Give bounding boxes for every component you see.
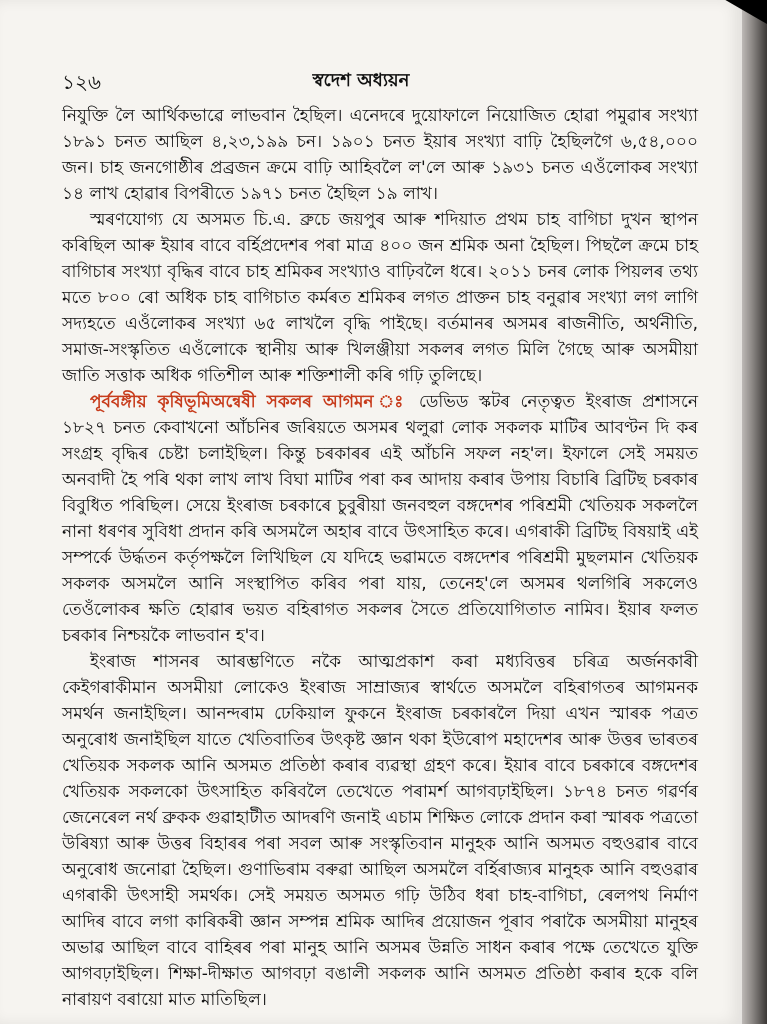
paragraph-1: নিযুক্তি লৈ আৰ্থিকভাৱে লাভবান হৈছিল। এনেদৰে দুয়োফালে নিয়োজিত হোৱা পমুৱাৰ সংখ্যা ১৮৯১ চনত আছিল ৪,২৩,১৯৯ চন। ১৯০১ চনত ইয়াৰ সংখ্যা বাঢ়ি হৈছিলগৈ ৬,৫৪,০০০ জন। চাহ জনগোষ্ঠীৰ প্ৰব্ৰজন ক্ৰমে বাঢ়ি আহিবলৈ ল'লে আৰু ১৯৩১ চনত এওঁলোকৰ সংখ্যা ১৪ লাখ হোৱাৰ বিপৰীতে ১৯৭১ চনত হৈছিল ১৯ লাখ। [62, 106, 698, 204]
paragraph-2: স্মৰণযোগ্য যে অসমত চি.এ. ব্ৰুচে জয়পুৰ আৰু শদিয়াত প্ৰথম চাহ বাগিচা দুখন স্থাপন কৰিছিল আৰু ইয়াৰ বাবে বৰ্হিপ্ৰদেশৰ পৰা মাত্ৰ ৪০০ জন শ্ৰমিক অনা হৈছিল। পিছলৈ ক্ৰমে চাহ বাগিচাৰ সংখ্যা বৃদ্ধিৰ বাবে চাহ শ্ৰমিকৰ সংখ্যাও বাঢ়িবলৈ ধৰে। ২০১১ চনৰ লোক পিয়লৰ তথ্য মতে ৮০০ ৰো অধিক চাহ বাগিচাত কৰ্মৰত শ্ৰমিকৰ লগত প্ৰাক্তন চাহ বনুৱাৰ সংখ্যা লগ লাগি সদ্যহতে এওঁলোকৰ সংখ্যা ৬৫ লাখলৈ বৃদ্ধি পাইছে। বৰ্তমানৰ অসমৰ ৰাজনীতি, অৰ্থনীতি, সমাজ-সংস্কৃতিত এওঁলোকে স্থানীয় আৰু খিলঞ্জীয়া সকলৰ লগত মিলি গৈছে আৰু অসমীয়া জাতি সত্তাক অধিক গতিশীল আৰু শক্তিশালী কৰি গঢ়ি তুলিছে। [62, 210, 698, 386]
paragraph-4: ইংৰাজ শাসনৰ আৰম্ভণিতে নকৈ আত্মপ্ৰকাশ কৰা মধ্যবিত্তৰ চৰিত্ৰ অৰ্জনকাৰী কেইগৰাকীমান অসমীয়া লোকেও ইংৰাজ সাম্ৰাজ্যৰ স্বাৰ্থতে অসমলৈ বহিৰাগতৰ আগমনক সমৰ্থন জনাইছিল। আনন্দৰাম ঢেকিয়াল ফুকনে ইংৰাজ চৰকাৰলৈ দিয়া এখন স্মাৰক পত্ৰত অনুৰোধ জনাইছিল যাতে খেতিবাতিৰ উৎকৃষ্ট জ্ঞান থকা ইউৰোপ মহাদেশৰ আৰু উত্তৰ ভাৰতৰ খেতিয়ক সকলক আনি অসমত প্ৰতিষ্ঠা কৰাৰ ব্যৱস্থা গ্ৰহণ কৰে। ইয়াৰ বাবে চৰকাৰে বঙ্গদেশৰ খেতিয়ক সকলকো উৎসাহিত কৰিবলৈ তেখেতে পৰামৰ্শ আগবঢ়াইছিল। ১৮৭৪ চনত গৱৰ্ণৰ জেনেৰেল নৰ্থ ব্ৰুকক গুৱাহাটীত আদৰণি জনাই এচাম শিক্ষিত লোকে প্ৰদান কৰা স্মাৰক পত্ৰতো উৰিষ্যা আৰু উত্তৰ বিহাৰৰ পৰা সবল আৰু সংস্কৃতিবান মানুহক আনি অসমত বহুওৱাৰ বাবে অনুৰোধ জনোৱা হৈছিল। গুণাভিৰাম বৰুৱা আছিল অসমলৈ বৰ্হিৰাজ্যৰ মানুহক আনি বহুওৱাৰ এগৰাকী উৎসাহী সমৰ্থক। সেই সময়ত অসমত গঢ়ি উঠিব ধৰা চাহ-বাগিচা, ৰেলপথ নিৰ্মাণ আদিৰ বাবে লগা কাৰিকৰী জ্ঞান সম্পন্ন শ্ৰমিক আদিৰ প্ৰয়োজন পূৰাব পৰাকৈ অসমীয়া মানুহৰ অভাৱ আছিল বাবে বাহিৰৰ পৰা মানুহ আনি অসমৰ উন্নতি সাধন কৰাৰ পক্ষে তেখেতে যুক্তি আগবঢ়াইছিল। শিক্ষা-দীক্ষাত আগবঢ়া বঙালী সকলক আনি অসমত প্ৰতিষ্ঠা কৰাৰ হকে বলি নাৰায়ণ বৰায়ো মাত মাতিছিল। [62, 652, 698, 1010]
page-content [62, 103, 698, 1013]
paragraph-3-text: ডেভিড স্কটৰ নেতৃত্বত ইংৰাজ প্ৰশাসনে ১৮২৭ চনত কেবাখনো আঁচনিৰ জৰিয়তে অসমৰ থলুৱা লোক সকলক মাটিৰ আবণ্টন দি কৰ সংগ্ৰহ বৃদ্ধিৰ চেষ্টা চলাইছিল। কিন্তু চৰকাৰৰ এই আঁচনি সফল নহ'ল। ইফালে সেই সময়ত অনবাদী হৈ পৰি থকা লাখ লাখ বিঘা মাটিৰ পৰা কৰ আদায় কৰাৰ উপায় বিচাৰি ব্ৰিটিছ চৰকাৰ বিবুধিত পৰিছিল। সেয়ে ইংৰাজ চৰকাৰে চুবুৰীয়া জনবহুল বঙ্গদেশৰ পৰিশ্ৰমী খেতিয়ক সকললৈ নানা ধৰণৰ সুবিধা প্ৰদান কৰি অসমলৈ অহাৰ বাবে উৎসাহিত কৰে। এগৰাকী ব্ৰিটিছ বিষয়াই এই সম্পৰ্কে উৰ্দ্ধতন কৰ্তৃপক্ষলৈ লিখিছিল যে যদিহে ভৱামতে বঙ্গদেশৰ পৰিশ্ৰমী মুছলমান খেতিয়ক সকলক অসমলৈ আনি সংস্থাপিত কৰিব পৰা যায়, তেনেহ'লে অসমৰ থলগিৰি সকলেও তেওঁলোকৰ ক্ষতি হোৱাৰ ভয়ত বহিৰাগত সকলৰ সৈতে প্ৰতিযোগিতাত নামিব। ইয়াৰ ফলত চৰকাৰ নিশ্চয়কৈ লাভবান হ'ব। [62, 392, 698, 646]
section-heading: পূৰ্ববঙ্গীয় কৃষিভূমিঅন্বেষী সকলৰ আগমন ঃ [90, 392, 409, 412]
page-header [62, 62, 660, 92]
running-head-title: স্বদেশ অধ্যয়ন [312, 70, 410, 91]
paragraph-3 [62, 389, 698, 649]
page-number: ১২৬ [62, 70, 101, 94]
page-edge-shadow [742, 0, 767, 1024]
